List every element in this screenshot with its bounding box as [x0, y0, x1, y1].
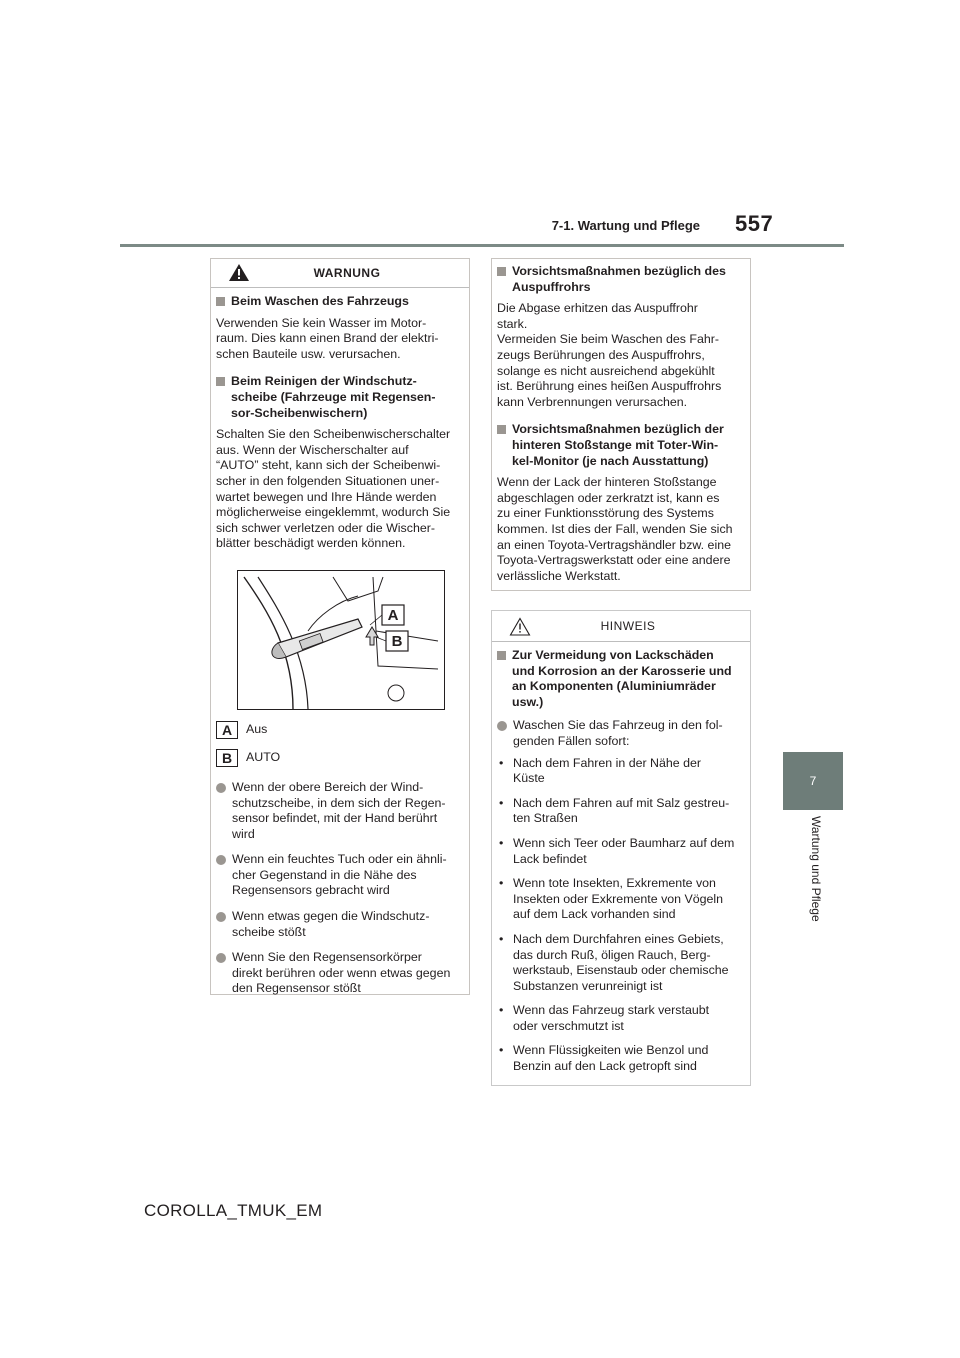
notice-box-header	[492, 611, 750, 642]
square-bullet-icon	[216, 377, 225, 386]
square-bullet-icon	[497, 267, 506, 276]
wiper-switch-illustration	[238, 571, 444, 709]
figure-label-a: A	[387, 606, 399, 624]
warning-paragraph: Die Abgase erhitzen das Auspuffrohr stark. Vermeiden Sie beim Waschen des Fahr- zeugs Berührungen des Auspuffrohrs, solange es nicht ausreichend abgekühlt ist. Berührung eines heißen Auspuffrohrs kann Verbrennungen verursachen.	[497, 301, 722, 409]
legend-item: A Aus	[216, 720, 464, 740]
figure-label-b: B	[391, 632, 403, 650]
legend-badge: B	[216, 749, 238, 767]
warning-icon	[228, 263, 250, 282]
warning-section-heading: Vorsichtsmaßnahmen bezüglich der hinteren Stoßstange mit Toter-Win- kel-Monitor (je nach Ausstattung)	[497, 422, 745, 469]
warning-section-heading: Vorsichtsmaßnahmen bezüglich des Auspuffrohrs	[497, 264, 745, 295]
notice-box-body	[492, 642, 750, 1075]
chapter-side-title: Wartung und Pflege	[809, 816, 823, 922]
page-number: 557	[735, 211, 774, 236]
warning-box-continued	[491, 258, 751, 591]
warning-box-title: WARNUNG	[313, 266, 381, 280]
list-item: • Wenn Flüssigkeiten wie Benzol und Benzin auf den Lack getropft sind	[499, 1043, 709, 1074]
dot-bullet-icon	[216, 855, 226, 865]
warning-box-continued-body	[492, 259, 750, 584]
legend-badge: A	[216, 721, 238, 739]
list-item: Wenn Sie den Regensensorkörper direkt berühren oder wenn etwas gegen den Regensensor stößt	[216, 950, 464, 997]
caution-icon	[509, 617, 531, 636]
list-item: • Wenn sich Teer oder Baumharz auf dem Lack befindet	[499, 835, 735, 866]
warning-paragraph: Schalten Sie den Scheibenwischerschalter aus. Wenn der Wischerschalter auf “AUTO” steht, kann sich der Scheibenwi- scher in den folgenden Situationen uner- wartet bewegen und Ihre Hände werden möglicherweise eingeklemmt, wodurch Sie sich schwer verletzen oder die Wischer- blätter beschädigt werden können.	[216, 427, 451, 551]
notice-section-heading: Zur Vermeidung von Lackschäden und Korrosion an der Karosserie und an Komponenten (Aluminiumräder usw.)	[497, 648, 745, 710]
notice-box-title: HINWEIS	[600, 619, 656, 633]
dot-bullet-icon	[216, 912, 226, 922]
wiper-switch-figure	[237, 570, 445, 710]
list-item: • Nach dem Fahren auf mit Salz gestreu- ten Straßen	[499, 795, 730, 826]
list-item: • Nach dem Fahren in der Nähe der Küste	[499, 755, 702, 786]
dot-bullet-icon	[216, 953, 226, 963]
warning-paragraph: Verwenden Sie kein Wasser im Motor- raum. Dies kann einen Brand der elektri- schen Bauteile usw. verursachen.	[216, 315, 439, 361]
document-code: COROLLA_TMUK_EM	[144, 1201, 323, 1220]
legend-item: B AUTO	[216, 748, 464, 768]
list-item: Waschen Sie das Fahrzeug in den fol- genden Fällen sofort:	[497, 718, 745, 749]
dot-bullet-icon	[497, 721, 507, 731]
list-item: Wenn der obere Bereich der Wind- schutzscheibe, in dem sich der Regen- sensor befindet, mit der Hand berührt wird	[216, 780, 464, 842]
warning-paragraph: Wenn der Lack der hinteren Stoßstange abgeschlagen oder zerkratzt ist, kann es zu einer Funktionsstörung des Systems kommen. Ist dies der Fall, wenden Sie sich an einen Toyota-Vertragshändler bzw. eine Toyota-Vertragswerkstatt oder eine andere verlässliche Werkstatt.	[497, 475, 733, 583]
header-rule	[120, 244, 844, 247]
warning-box-body	[211, 288, 469, 997]
warning-section-heading: Beim Reinigen der Windschutz- scheibe (Fahrzeuge mit Regensen- sor-Scheibenwischern)	[216, 374, 464, 421]
warning-section-heading: Beim Waschen des Fahrzeugs	[216, 294, 464, 310]
notice-box	[491, 610, 751, 1086]
dot-bullet-icon	[216, 783, 226, 793]
list-item: • Nach dem Durchfahren eines Gebiets, das durch Ruß, öligen Rauch, Berg- werkstaub, Eisenstaub oder chemische Substanzen verunreinigt ist	[499, 931, 729, 993]
list-item: Wenn ein feuchtes Tuch oder ein ähnli- cher Gegenstand in die Nähe des Regensensors gebracht wird	[216, 852, 464, 899]
square-bullet-icon	[216, 297, 225, 306]
list-item: • Wenn das Fahrzeug stark verstaubt oder verschmutzt ist	[499, 1003, 710, 1033]
warning-box-header	[211, 259, 469, 288]
chapter-tab[interactable]: 7	[783, 752, 843, 810]
square-bullet-icon	[497, 425, 506, 434]
list-item: Wenn etwas gegen die Windschutz- scheibe stößt	[216, 909, 464, 940]
square-bullet-icon	[497, 651, 506, 660]
list-item: • Wenn tote Insekten, Exkremente von Insekten oder Exkremente von Vögeln auf dem Lack vorhanden sind	[499, 876, 724, 922]
warning-box	[210, 258, 470, 995]
